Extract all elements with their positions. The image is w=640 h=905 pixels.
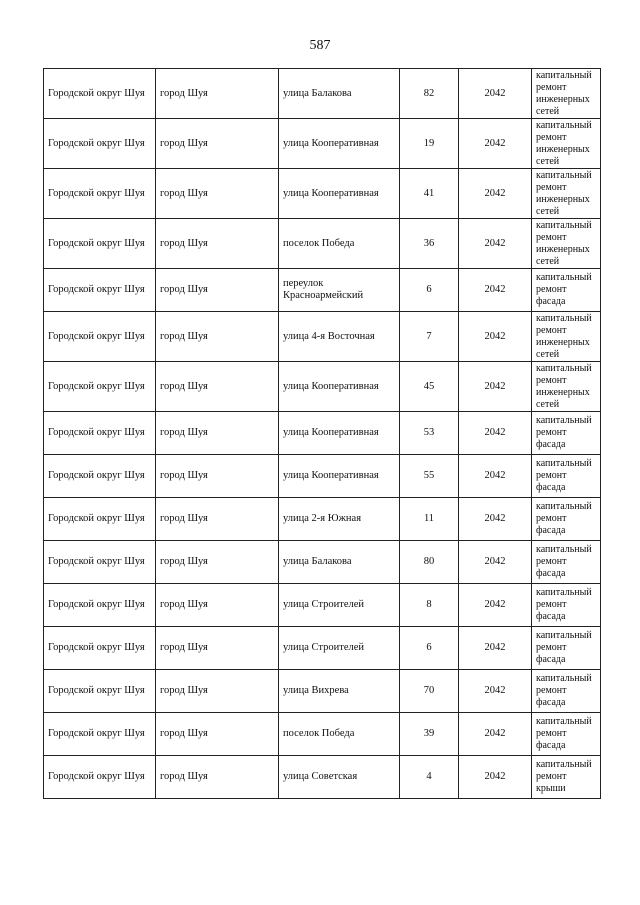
street-cell: улица Кооперативная	[279, 169, 400, 219]
street-cell: поселок Победа	[279, 713, 400, 756]
work-type-cell: капитальный ремонт фасада	[532, 269, 601, 312]
house-number-cell: 19	[400, 119, 459, 169]
work-type-cell: капитальный ремонт фасада	[532, 541, 601, 584]
house-number-cell: 55	[400, 455, 459, 498]
year-cell: 2042	[459, 119, 532, 169]
district-cell: Городской округ Шуя	[44, 119, 156, 169]
table-row	[44, 362, 601, 412]
year-cell: 2042	[459, 412, 532, 455]
street-cell: улица Кооперативная	[279, 412, 400, 455]
street-cell: поселок Победа	[279, 219, 400, 269]
table-row	[44, 756, 601, 799]
settlement-cell: город Шуя	[156, 670, 279, 713]
work-type-cell: капитальный ремонт фасада	[532, 670, 601, 713]
year-cell: 2042	[459, 670, 532, 713]
work-type-cell: капитальный ремонт фасада	[532, 627, 601, 670]
settlement-cell: город Шуя	[156, 541, 279, 584]
year-cell: 2042	[459, 455, 532, 498]
district-cell: Городской округ Шуя	[44, 169, 156, 219]
year-cell: 2042	[459, 312, 532, 362]
house-number-cell: 70	[400, 670, 459, 713]
street-cell: улица Строителей	[279, 584, 400, 627]
district-cell: Городской округ Шуя	[44, 455, 156, 498]
table-row	[44, 713, 601, 756]
street-cell: улица Балакова	[279, 541, 400, 584]
district-cell: Городской округ Шуя	[44, 541, 156, 584]
work-type-cell: капитальный ремонт крыши	[532, 756, 601, 799]
street-cell: улица 2-я Южная	[279, 498, 400, 541]
street-cell: улица Балакова	[279, 69, 400, 119]
house-number-cell: 41	[400, 169, 459, 219]
work-type-cell: капитальный ремонт фасада	[532, 584, 601, 627]
work-type-cell: капитальный ремонт фасада	[532, 713, 601, 756]
work-type-cell: капитальный ремонт инженерных сетей	[532, 219, 601, 269]
table-row	[44, 412, 601, 455]
district-cell: Городской округ Шуя	[44, 713, 156, 756]
work-type-cell: капитальный ремонт фасада	[532, 455, 601, 498]
district-cell: Городской округ Шуя	[44, 219, 156, 269]
district-cell: Городской округ Шуя	[44, 312, 156, 362]
street-cell: переулок Красноармейский	[279, 269, 400, 312]
settlement-cell: город Шуя	[156, 169, 279, 219]
register-body	[44, 69, 601, 799]
house-number-cell: 53	[400, 412, 459, 455]
settlement-cell: город Шуя	[156, 455, 279, 498]
settlement-cell: город Шуя	[156, 69, 279, 119]
work-type-cell: капитальный ремонт фасада	[532, 498, 601, 541]
district-cell: Городской округ Шуя	[44, 670, 156, 713]
table-row	[44, 169, 601, 219]
street-cell: улица Советская	[279, 756, 400, 799]
house-number-cell: 6	[400, 627, 459, 670]
table-row	[44, 627, 601, 670]
settlement-cell: город Шуя	[156, 219, 279, 269]
street-cell: улица Кооперативная	[279, 362, 400, 412]
settlement-cell: город Шуя	[156, 269, 279, 312]
house-number-cell: 4	[400, 756, 459, 799]
table-row	[44, 541, 601, 584]
district-cell: Городской округ Шуя	[44, 627, 156, 670]
year-cell: 2042	[459, 541, 532, 584]
street-cell: улица Вихрева	[279, 670, 400, 713]
housing-register-table	[43, 68, 601, 799]
house-number-cell: 11	[400, 498, 459, 541]
street-cell: улица 4-я Восточная	[279, 312, 400, 362]
table-row	[44, 312, 601, 362]
settlement-cell: город Шуя	[156, 584, 279, 627]
work-type-cell: капитальный ремонт инженерных сетей	[532, 119, 601, 169]
year-cell: 2042	[459, 756, 532, 799]
year-cell: 2042	[459, 169, 532, 219]
settlement-cell: город Шуя	[156, 627, 279, 670]
year-cell: 2042	[459, 713, 532, 756]
settlement-cell: город Шуя	[156, 119, 279, 169]
work-type-cell: капитальный ремонт фасада	[532, 412, 601, 455]
year-cell: 2042	[459, 627, 532, 670]
street-cell: улица Строителей	[279, 627, 400, 670]
house-number-cell: 80	[400, 541, 459, 584]
year-cell: 2042	[459, 584, 532, 627]
district-cell: Городской округ Шуя	[44, 498, 156, 541]
district-cell: Городской округ Шуя	[44, 269, 156, 312]
work-type-cell: капитальный ремонт инженерных сетей	[532, 312, 601, 362]
work-type-cell: капитальный ремонт инженерных сетей	[532, 169, 601, 219]
house-number-cell: 7	[400, 312, 459, 362]
table-row	[44, 219, 601, 269]
table-row	[44, 670, 601, 713]
district-cell: Городской округ Шуя	[44, 756, 156, 799]
district-cell: Городской округ Шуя	[44, 412, 156, 455]
year-cell: 2042	[459, 219, 532, 269]
table-row	[44, 269, 601, 312]
page-number: 587	[309, 38, 331, 53]
table-row	[44, 498, 601, 541]
district-cell: Городской округ Шуя	[44, 584, 156, 627]
settlement-cell: город Шуя	[156, 362, 279, 412]
house-number-cell: 39	[400, 713, 459, 756]
district-cell: Городской округ Шуя	[44, 362, 156, 412]
settlement-cell: город Шуя	[156, 498, 279, 541]
table-row	[44, 584, 601, 627]
house-number-cell: 36	[400, 219, 459, 269]
house-number-cell: 6	[400, 269, 459, 312]
year-cell: 2042	[459, 362, 532, 412]
district-cell: Городской округ Шуя	[44, 69, 156, 119]
settlement-cell: город Шуя	[156, 713, 279, 756]
street-cell: улица Кооперативная	[279, 455, 400, 498]
settlement-cell: город Шуя	[156, 312, 279, 362]
year-cell: 2042	[459, 269, 532, 312]
settlement-cell: город Шуя	[156, 412, 279, 455]
settlement-cell: город Шуя	[156, 756, 279, 799]
house-number-cell: 8	[400, 584, 459, 627]
year-cell: 2042	[459, 498, 532, 541]
year-cell: 2042	[459, 69, 532, 119]
house-number-cell: 82	[400, 69, 459, 119]
work-type-cell: капитальный ремонт инженерных сетей	[532, 69, 601, 119]
table-row	[44, 119, 601, 169]
street-cell: улица Кооперативная	[279, 119, 400, 169]
table-row	[44, 455, 601, 498]
work-type-cell: капитальный ремонт инженерных сетей	[532, 362, 601, 412]
house-number-cell: 45	[400, 362, 459, 412]
table-row	[44, 69, 601, 119]
